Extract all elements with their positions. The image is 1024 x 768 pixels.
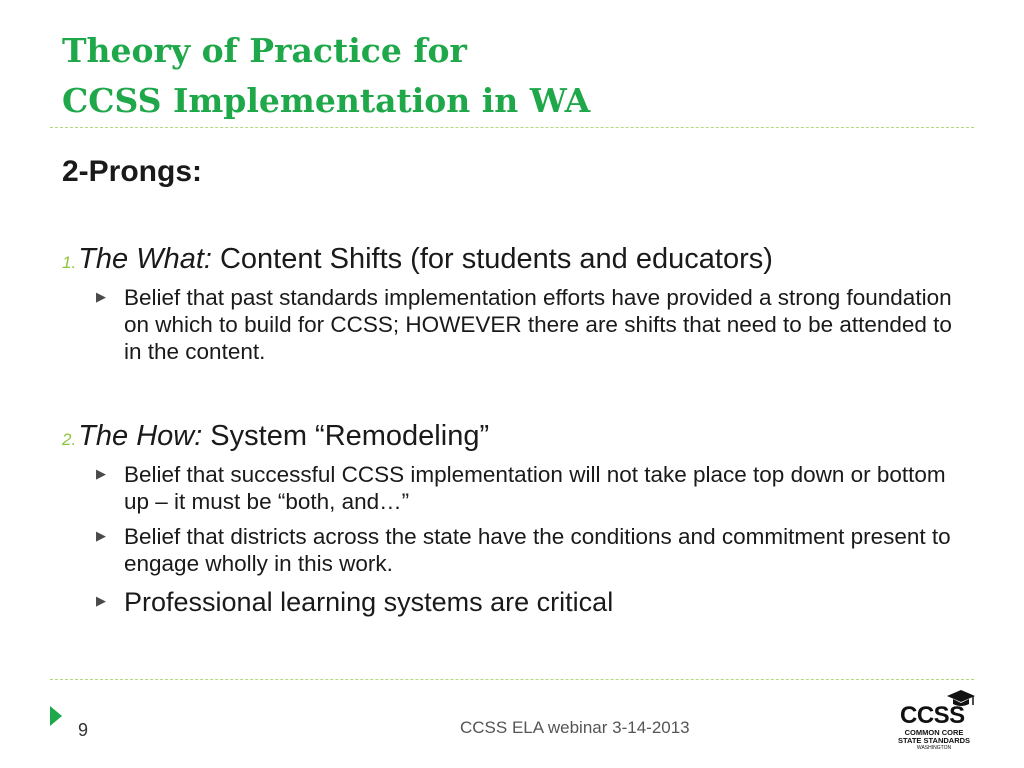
prong-2-heading: [62, 417, 972, 459]
triangle-right-icon: ▶: [96, 290, 106, 305]
prong-2-text: System “Remodeling”: [210, 420, 490, 452]
prong-1: [62, 240, 972, 365]
play-arrow-icon: [50, 706, 62, 726]
bullet-text: Belief that districts across the state have the conditions and commitment present to engage wholly in this work.: [124, 524, 951, 576]
logo-line-1: COMMON CORE: [904, 728, 964, 737]
list-item: [92, 585, 972, 619]
bullet-text: Professional learning systems are critical: [124, 587, 614, 617]
slide-title-line-2: CCSS Implementation in WA: [62, 81, 591, 120]
triangle-right-icon: ▶: [96, 467, 106, 482]
prong-1-text: Content Shifts (for students and educators): [219, 243, 773, 275]
slide-title: [62, 26, 962, 126]
prong-1-heading: [62, 240, 972, 282]
list-item: [92, 523, 972, 577]
section-heading: 2-Prongs:: [62, 155, 203, 188]
logo-line-2: STATE STANDARDS: [897, 736, 971, 745]
triangle-right-icon: ▶: [96, 529, 106, 544]
prong-2-number: 2.: [62, 430, 77, 449]
slide-number: 9: [78, 720, 89, 740]
title-divider: [50, 127, 974, 128]
ccss-logo: [896, 688, 980, 754]
slide-title-line-1: Theory of Practice for: [62, 31, 467, 70]
footer-text: CCSS ELA webinar 3-14-2013: [460, 718, 690, 737]
prong-1-number: 1.: [62, 253, 77, 272]
logo-word: CCSS: [900, 702, 965, 729]
bullet-text: Belief that successful CCSS implementation will not take place top down or bottom up – it must be “both, and…”: [124, 462, 946, 514]
list-item: [92, 284, 972, 365]
prong-1-bullets: [92, 284, 972, 365]
triangle-right-icon: ▶: [96, 594, 106, 609]
prong-2-bullets: [92, 461, 972, 619]
slide-body: [62, 150, 972, 619]
prong-1-lead: The What:: [78, 243, 212, 275]
prong-2-lead: The How:: [78, 420, 203, 452]
footer-divider: [50, 679, 974, 680]
list-item: [92, 461, 972, 515]
logo-line-3: WASHINGTON: [916, 745, 952, 751]
prong-2: [62, 417, 972, 619]
bullet-text: Belief that past standards implementation efforts have provided a strong foundation on which to build for CCSS; HOWEVER there are shifts that need to be attended to in the content.: [124, 285, 952, 364]
